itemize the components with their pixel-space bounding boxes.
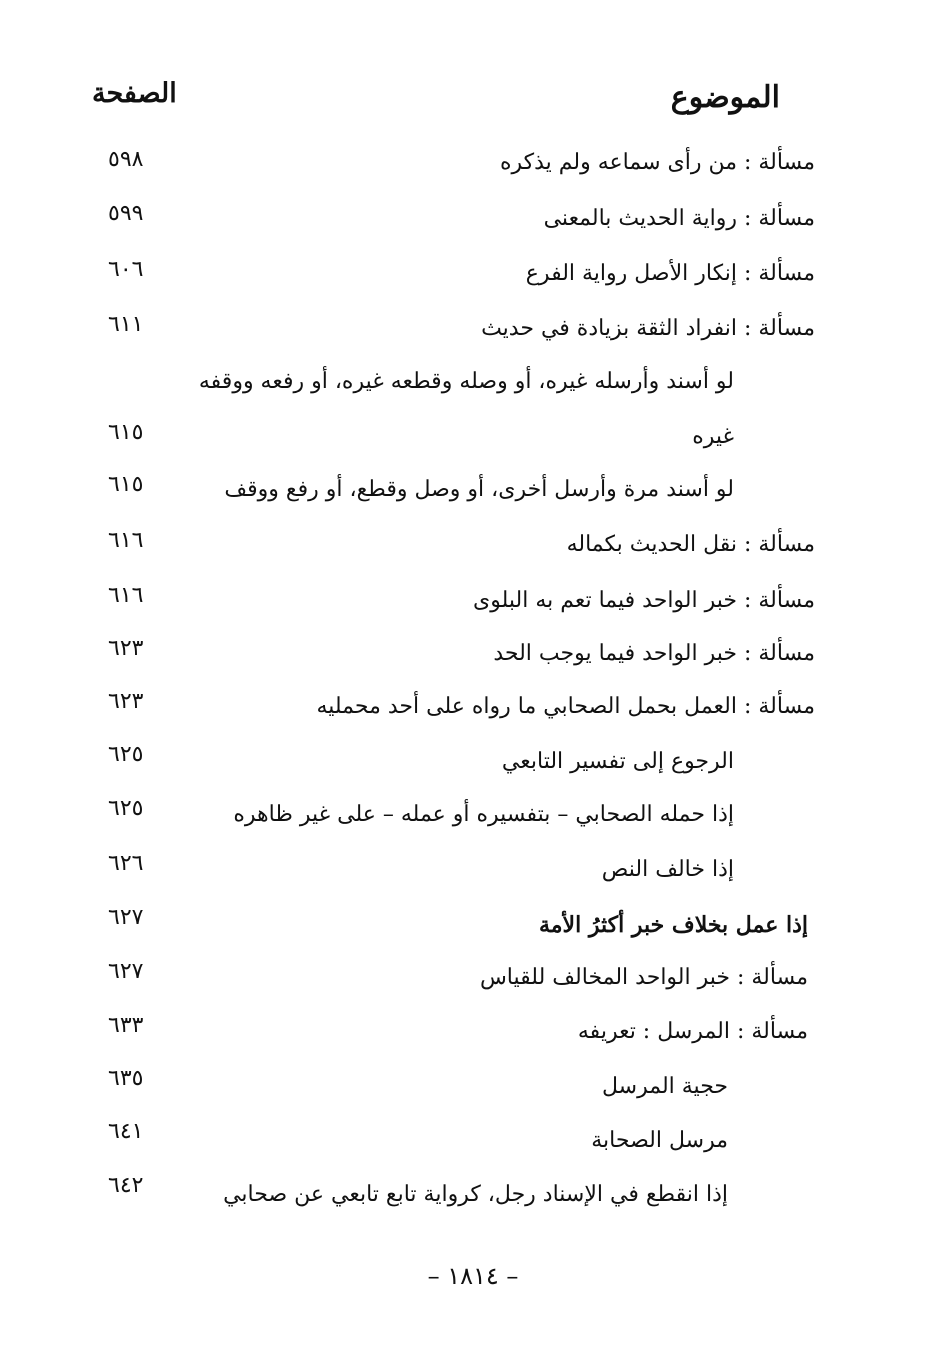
footer-page-number: – ١٨١٤ – <box>427 1262 519 1290</box>
toc-entry-text: مسألة : رواية الحديث بالمعنى <box>543 206 815 231</box>
toc-entry-page: ٦٢٦ <box>108 851 144 876</box>
toc-entry-text: مسألة : المرسل : تعريفه <box>577 1019 808 1044</box>
toc-entry-text: مسألة : من رأى سماعه ولم يذكره <box>499 150 815 175</box>
toc-entry-page: ٦١٦ <box>108 583 144 608</box>
toc-entry-text: مسألة : خبر الواحد فيما يوجب الحد <box>493 641 815 666</box>
toc-entry-page: ٦٢٧ <box>108 959 144 984</box>
toc-entry-text: حجية المرسل <box>602 1074 728 1099</box>
toc-entry-text: إذا انقطع في الإسناد رجل، كرواية تابع تابعي عن صحابي <box>223 1182 728 1207</box>
toc-entry-page: ٦٤١ <box>108 1119 144 1144</box>
toc-entry-text: غيره <box>692 424 734 449</box>
toc-entry-page: ٦١٥ <box>108 472 144 497</box>
toc-entry-text: مرسل الصحابة <box>591 1128 728 1153</box>
toc-entry-page: ٥٩٨ <box>108 147 144 172</box>
toc-entry-text: مسألة : العمل بحمل الصحابي ما رواه على أحد محمليه <box>316 694 815 719</box>
toc-entry-page: ٦٢٣ <box>108 689 144 714</box>
toc-entry-page: ٦٢٥ <box>108 742 144 767</box>
toc-entry-page: ٦٣٣ <box>108 1013 144 1038</box>
toc-entry-text: الرجوع إلى تفسير التابعي <box>501 749 734 774</box>
toc-entry-text: إذا حمله الصحابي – بتفسيره أو عمله – على غير ظاهره <box>233 802 734 827</box>
toc-entry-text: مسألة : خبر الواحد فيما تعم به البلوى <box>473 588 815 613</box>
page-column-header: الصفحة <box>92 78 177 109</box>
toc-entry-page: ٦٢٣ <box>108 636 144 661</box>
toc-entry-page: ٦٢٥ <box>108 796 144 821</box>
toc-entry-page: ٥٩٩ <box>108 201 144 226</box>
toc-entry-text: إذا خالف النص <box>601 857 734 882</box>
toc-entry-text: لو أسند مرة وأرسل أخرى، أو وصل وقطع، أو رفع ووقف <box>224 477 734 502</box>
toc-entry-page: ٦١١ <box>108 312 144 337</box>
toc-entry-page: ٦١٥ <box>108 420 144 445</box>
toc-entry-page: ٦٢٧ <box>108 905 144 930</box>
toc-entry-text: مسألة : خبر الواحد المخالف للقياس <box>479 965 808 990</box>
toc-entry-text: مسألة : إنكار الأصل رواية الفرع <box>525 261 815 286</box>
topic-column-header: الموضوع <box>670 80 780 115</box>
toc-entry-page: ٦٠٦ <box>108 257 144 282</box>
toc-entry-text: إذا عمل بخلاف خبر أكثرُ الأمة <box>538 912 808 938</box>
toc-entry-page: ٦٤٢ <box>108 1173 144 1198</box>
toc-entry-page: ٦٣٥ <box>108 1066 144 1091</box>
toc-entry-text: مسألة : نقل الحديث بكماله <box>566 532 815 557</box>
toc-entry-text: مسألة : انفراد الثقة بزيادة في حديث <box>481 316 815 341</box>
toc-entry-text: لو أسند وأرسله غيره، أو وصله وقطعه غيره، أو رفعه ووقفه <box>198 369 734 394</box>
toc-entry-page: ٦١٦ <box>108 528 144 553</box>
